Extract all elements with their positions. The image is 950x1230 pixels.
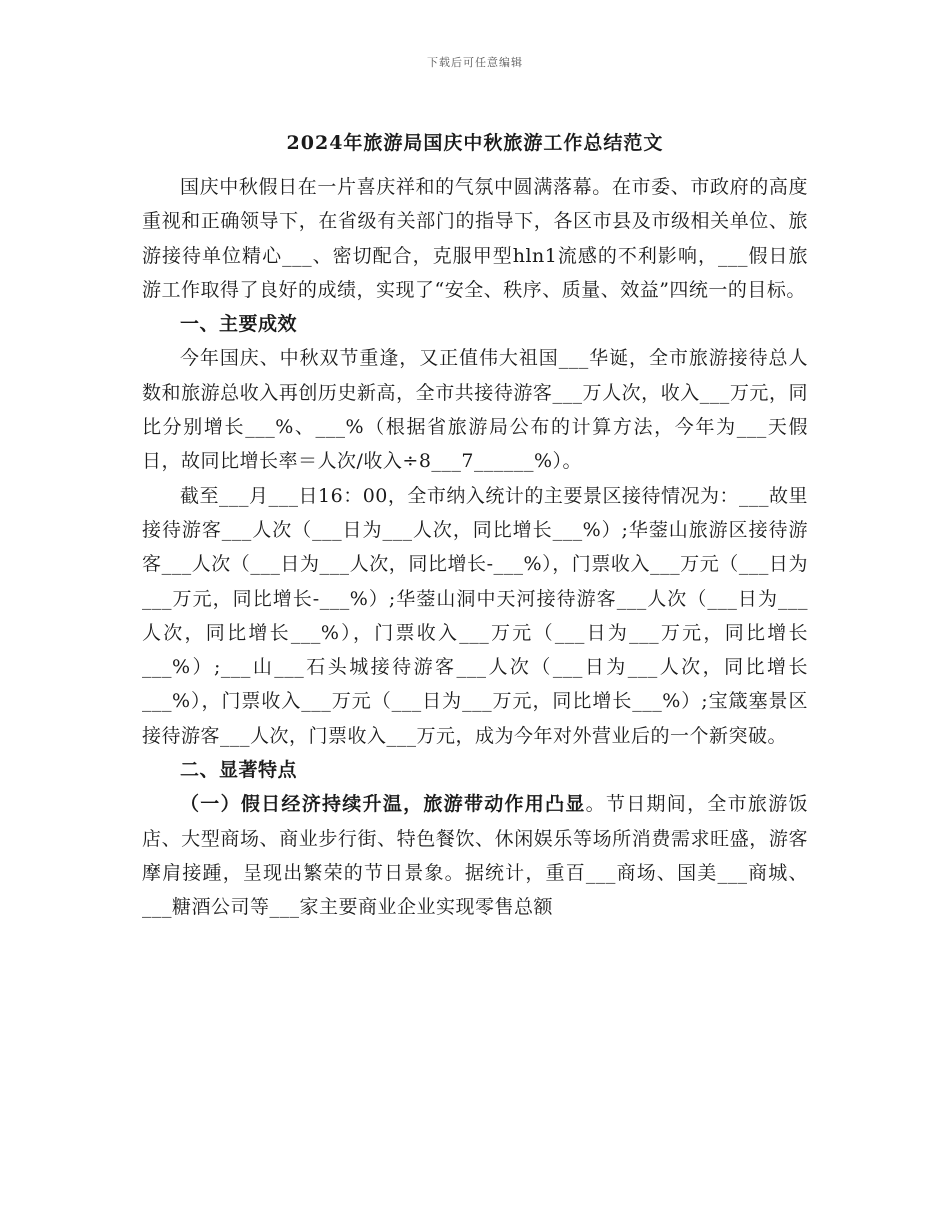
section-heading-main-results: 一、主要成效 (180, 313, 298, 336)
document-title: 2024年旅游局国庆中秋旅游工作总结范文 (286, 132, 664, 154)
subsection-lead: （一）假日经济持续升温，旅游带动作用凸显 (180, 793, 586, 816)
features-paragraph-1 (142, 787, 808, 924)
section-heading-features: 二、显著特点 (180, 759, 298, 782)
document-body (142, 170, 808, 925)
results-paragraph-2: 截至___月___日16：00，全市纳入统计的主要景区接待情况为：___故里接待游客___人次（___日为___人次，同比增长___%）;华蓥山旅游区接待游客___人次（___日为___人次，同比增长-___%），门票收入___万元（___日为___万元，同比增长-___%）;华蓥山洞中天河接待游客___人次（___日为___人次，同比增长___%），门票收入___万元（___日为___万元，同比增长___%）;___山___石头城接待游客___人次（___日为___人次，同比增长___%），门票收入___万元（___日为___万元，同比增长___%）;宝箴塞景区接待游客___人次，门票收入___万元，成为今年对外营业后的一个新突破。 (142, 484, 808, 747)
header-note: 下载后可任意编辑 (427, 56, 523, 69)
results-paragraph-1: 今年国庆、中秋双节重逢，又正值伟大祖国___华诞，全市旅游接待总人数和旅游总收入再创历史新高，全市共接待游客___万人次，收入___万元，同比分别增长___%、___%（根据省旅游局公布的计算方法，今年为___天假日，故同比增长率＝人次/收入÷8___7______%）。 (142, 347, 808, 473)
intro-paragraph: 国庆中秋假日在一片喜庆祥和的气氛中圆满落幕。在市委、市政府的高度重视和正确领导下，在省级有关部门的指导下，各区市县及市级相关单位、旅游接待单位精心___、密切配合，克服甲型hln1流感的不利影响，___假日旅游工作取得了良好的成绩，实现了“安全、秩序、质量、效益”四统一的目标。 (142, 176, 808, 301)
subsection-text: 。节日期间，全市旅游饭店、大型商场、商业步行街、特色餐饮、休闲娱乐等场所消费需求旺盛，游客摩肩接踵，呈现出繁荣的节日景象。据统计，重百___商场、国美___商城、___糖酒公司等___家主要商业企业实现零售总额 (142, 793, 808, 919)
